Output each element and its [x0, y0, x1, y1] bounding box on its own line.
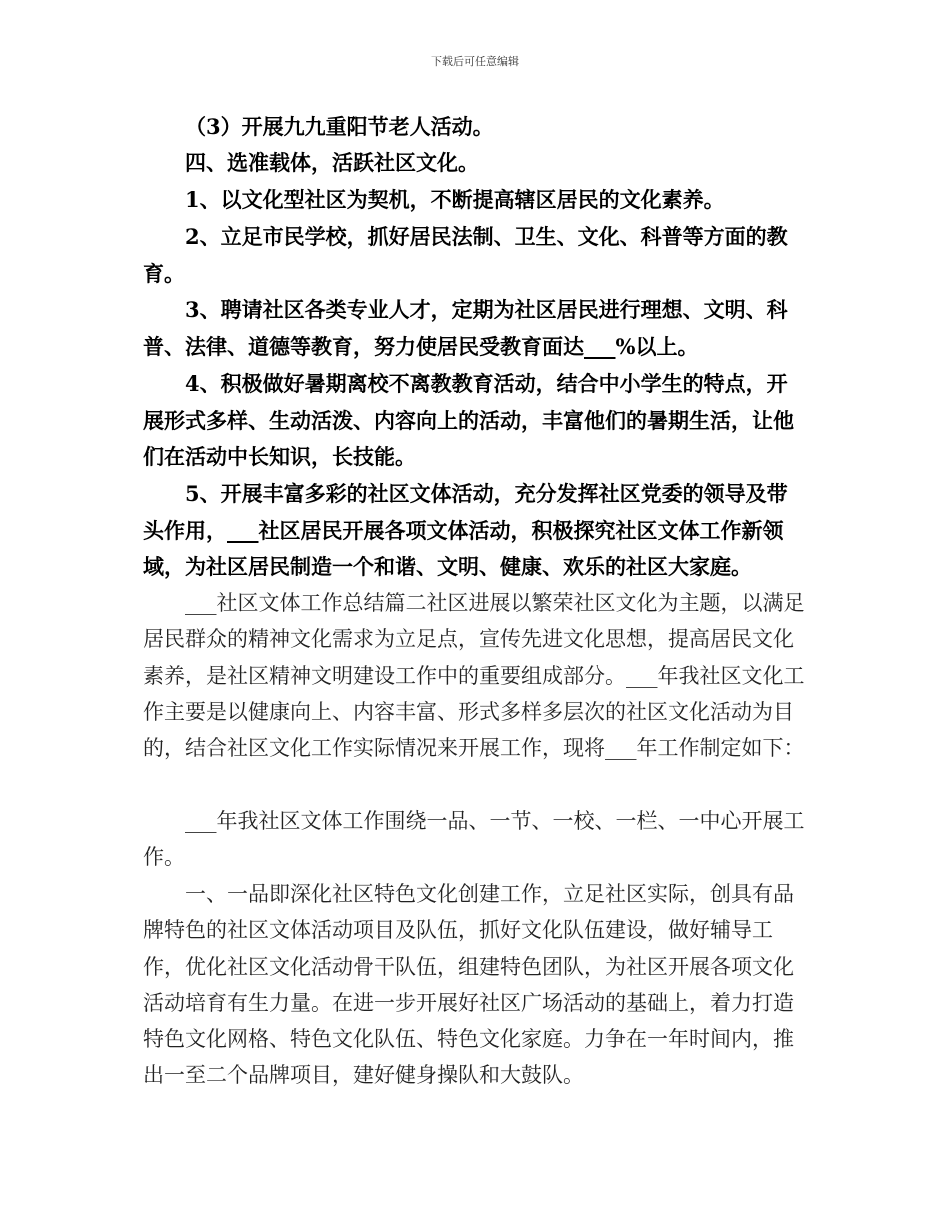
list-item-4: 4、积极做好暑期离校不离教教育活动，结合中小学生的特点，开展形式多样、生动活泼、内容向上的活动，丰富他们的暑期生活，让他们在活动中长知识，长技能。 — [143, 371, 794, 469]
section-heading-4: 四、选准载体，活跃社区文化。 — [185, 150, 479, 175]
list-item-2: 2、立足市民学校，抓好居民法制、卫生、文化、科普等方面的教育。 — [143, 224, 788, 286]
list-item-1: 1、以文化型社区为契机，不断提高辖区居民的文化素养。 — [185, 187, 725, 212]
paragraph-section-1: 一、一品即深化社区特色文化创建工作，立足社区实际，创具有品牌特色的社区文体活动项目及队伍，抓好文化队伍建设，做好辅导工作，优化社区文化活动骨干队伍，组建特色团队，为社区开展各项文化活动培育有生力量。在进一步开展好社区广场活动的基础上，着力打造特色文化网格、特色文化队伍、特色文化家庭。力争在一年时间内，推出一至二个品牌项目，建好健身操队和大鼓队。 — [143, 882, 794, 1088]
list-item-5: 5、开展丰富多彩的社区文体活动，充分发挥社区党委的领导及带头作用，___社区居民开展各项文体活动，积极探究社区文体工作新领域，为社区居民制造一个和谐、文明、健康、欢乐的社区大家庭。 — [143, 481, 788, 579]
paragraph-summary-intro: ___社区文体工作总结篇二社区进展以繁荣社区文化为主题，以满足居民群众的精神文化需求为立足点，宣传先进文化思想，提高居民文化素养，是社区精神文明建设工作中的重要组成部分。___年我社区文化工作主要是以健康向上、内容丰富、形式多样多层次的社区文化活动为目的，结合社区文化工作实际情况来开展工作，现将___年工作制定如下： — [143, 591, 805, 761]
page-header-note: 下载后可任意编辑 — [431, 55, 519, 68]
list-item-3: 3、聘请社区各类专业人才，定期为社区居民进行理想、文明、科普、法律、道德等教育，努力使居民受教育面达___%以上。 — [143, 297, 788, 359]
paragraph-activity-3: （3）开展九九重阳节老人活动。 — [185, 114, 494, 139]
paragraph-work-scope: ___年我社区文体工作围绕一品、一节、一校、一栏、一中心开展工作。 — [143, 809, 805, 870]
